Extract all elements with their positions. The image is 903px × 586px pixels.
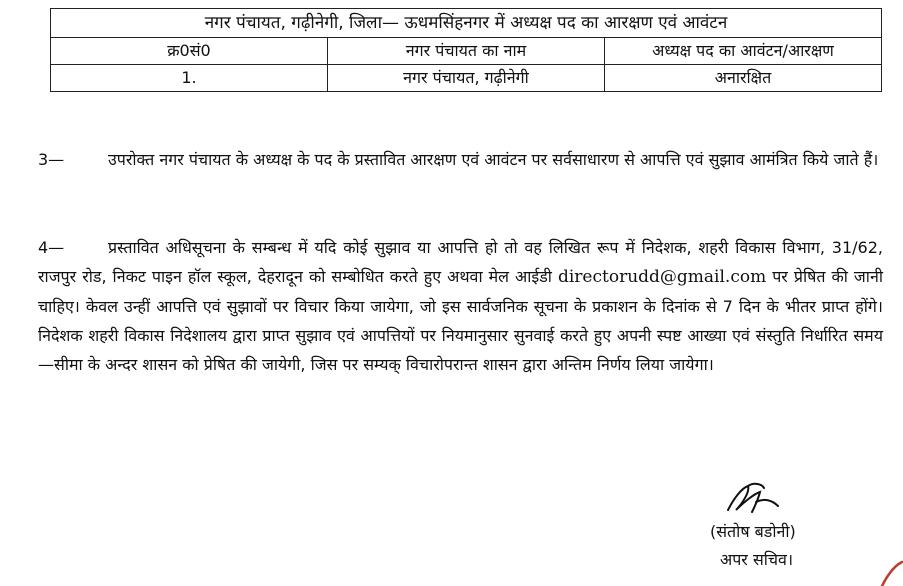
signatory-name: (संतोष बडोनी) <box>710 522 796 541</box>
pen-stroke-mark <box>878 560 903 586</box>
paragraph-3-text: उपरोक्त नगर पंचायत के अध्यक्ष के पद के प्रस्तावित आरक्षण एवं आवंटन पर सर्वसाधारण से आपत्ति एवं सुझाव आमंत्रित किये जाते हैं। <box>108 150 879 169</box>
table-header-row <box>51 38 882 65</box>
allocation-table <box>50 8 882 92</box>
paragraph-4-number: 4— <box>38 238 65 257</box>
paragraph-3-number: 3— <box>38 150 65 169</box>
handwritten-signature <box>720 480 790 520</box>
header-serial: क्र0सं0 <box>51 38 328 65</box>
header-allocation: अध्यक्ष पद का आवंटन/आरक्षण <box>605 38 882 65</box>
table-title: नगर पंचायत, गढ़ीनेगी, जिला— ऊधमसिंहनगर में अध्यक्ष पद का आरक्षण एवं आवंटन <box>51 9 882 38</box>
cell-allocation: अनारक्षित <box>605 65 882 92</box>
email-address: directorudd@gmail.com <box>557 267 767 287</box>
paragraph-3 <box>38 145 883 174</box>
cell-panchayat-name: नगर पंचायत, गढ़ीनेगी <box>328 65 605 92</box>
paragraph-4 <box>38 233 883 379</box>
cell-serial: 1. <box>51 65 328 92</box>
header-panchayat-name: नगर पंचायत का नाम <box>328 38 605 65</box>
paragraph-4-text-before: प्रस्तावित अधिसूचना के सम्बन्ध में यदि कोई सुझाव या आपत्ति हो तो वह लिखित रूप में निदेशक, शहरी विकास विभाग, 31/62, राजपुर रोड, निकट पाइन हॉल स्कूल, देहरादून को सम्बोधित करते हुए अथवा मेल आईडी <box>38 238 883 286</box>
signatory-designation: अपर सचिव। <box>720 550 794 569</box>
paragraph-4-text-after: पर प्रेषित की जानी चाहिए। केवल उन्हीं आपत्ति एवं सुझावों पर विचार किया जायेगा, जो इस सार्वजनिक सूचना के प्रकाशन के दिनांक से 7 दिन के भीतर प्राप्त होंगे। निदेशक शहरी विकास निदेशालय द्वारा प्राप्त सुझाव एवं आपत्तियों पर नियमानुसार सुनवाई करते हुए अपनी स्पष्ट आख्या एवं संस्तुति निर्धारित समय—सीमा के अन्दर शासन को प्रेषित की जायेगी, जिस पर सम्यक् विचारोपरान्त शासन द्वारा अन्तिम निर्णय लिया जायेगा। <box>38 267 883 374</box>
table-row <box>51 65 882 92</box>
